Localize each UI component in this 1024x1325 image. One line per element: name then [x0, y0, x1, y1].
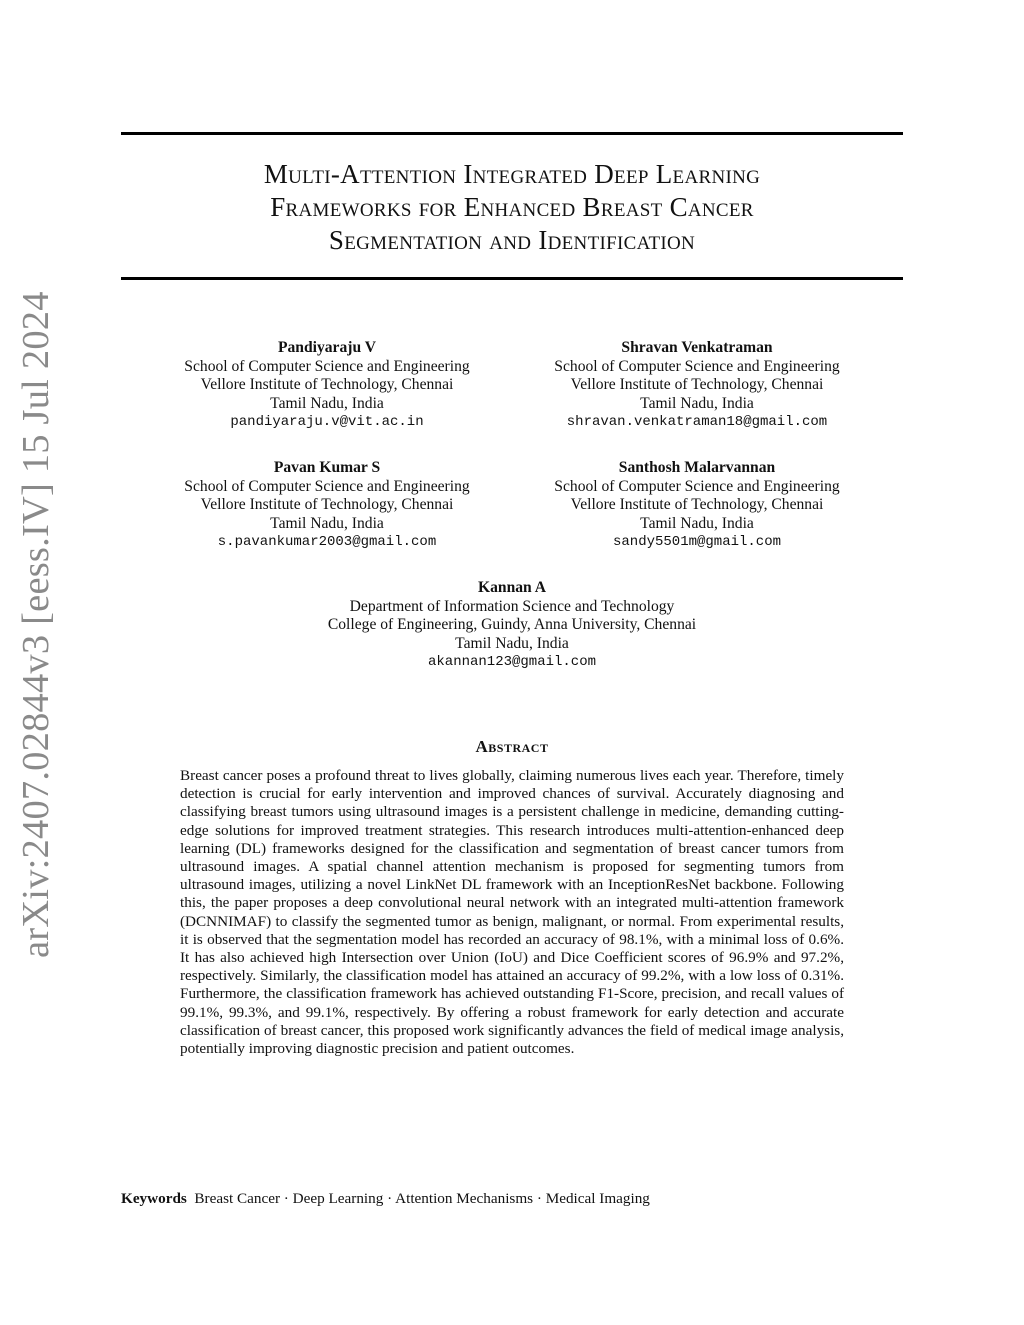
author-affiliation-line: Tamil Nadu, India [640, 514, 754, 532]
author-affiliation-line: Vellore Institute of Technology, Chennai [570, 376, 824, 393]
author-affiliation-line: Vellore Institute of Technology, Chennai [200, 496, 454, 513]
paper-title [121, 158, 903, 257]
author-name: Kannan A [477, 579, 547, 596]
author-block [262, 579, 762, 672]
arxiv-identifier: arXiv:2407.02844v3 [eess.IV] 15 Jul 2024 [15, 291, 57, 958]
title-top-rule [121, 132, 903, 135]
keywords-list: Breast Cancer · Deep Learning · Attention Mechanisms · Medical Imaging [194, 1190, 650, 1207]
keywords-line [121, 1190, 650, 1208]
author-affiliation-line: School of Computer Science and Engineering [554, 477, 840, 495]
abstract-body: Breast cancer poses a profound threat to lives globally, claiming numerous lives each year. Therefore, timely detection is crucial for early intervention and improved chances of survival. Accurately diagnosing and classifying breast tumors using ultrasound images is a persistent challenge in medicine, demanding cutting-edge solutions for improved treatment strategies. This research introduces multi-attention-enhanced deep learning (DL) frameworks designed for the classification and segmentation of breast cancer tumors from ultrasound images. A spatial channel attention mechanism is proposed for segmenting tumors from ultrasound images, utilizing a novel LinkNet DL framework with an InceptionResNet backbone. Following this, the paper proposes a deep convolutional neural network with an integrated multi-attention framework (DCNNIMAF) to classify the segmented tumor as benign, malignant, or normal. From experimental results, it is observed that the segmentation model has recorded an accuracy of 98.1%, with a minimal loss of 0.6%. It has also achieved high Intersection over Union (IoU) and Dice Coefficient scores of 96.9% and 97.2%, respectively. Similarly, the classification model has attained an accuracy of 99.2%, with a low loss of 0.31%. Furthermore, the classification framework has achieved outstanding F1-Score, precision, and recall values of 99.1%, 99.3%, and 99.1%, respectively. By offering a robust framework for early detection and accurate classification of breast cancer, this proposed work significantly advances the field of medical image analysis, potentially improving diagnostic precision and patient outcomes. [180, 767, 844, 1058]
author-affiliation-line: Department of Information Science and Technology [349, 597, 675, 615]
author-block [167, 339, 487, 432]
title-line-3: Segmentation and Identification [328, 225, 696, 255]
author-affiliation-line: Vellore Institute of Technology, Chennai [200, 376, 454, 393]
author-affiliation-line: Tamil Nadu, India [455, 634, 569, 652]
author-block [167, 459, 487, 552]
author-email[interactable]: akannan123@gmail.com [427, 654, 597, 670]
author-name: Pandiyaraju V [277, 339, 377, 356]
author-email[interactable]: sandy5501m@gmail.com [612, 534, 782, 550]
author-name: Pavan Kumar S [273, 459, 381, 476]
abstract-heading: Abstract [475, 737, 549, 756]
author-email[interactable]: shravan.venkatraman18@gmail.com [566, 414, 828, 430]
author-block [527, 339, 867, 432]
title-bottom-rule [121, 277, 903, 280]
author-email[interactable]: s.pavankumar2003@gmail.com [217, 534, 437, 550]
title-line-1: Multi-Attention Integrated Deep Learning [263, 159, 761, 189]
author-affiliation-line: Vellore Institute of Technology, Chennai [570, 496, 824, 513]
author-block [527, 459, 867, 552]
author-name: Shravan Venkatraman [621, 339, 773, 356]
author-affiliation-line: School of Computer Science and Engineering [184, 357, 470, 375]
keywords-label: Keywords [121, 1190, 187, 1207]
title-line-2: Frameworks for Enhanced Breast Cancer [270, 192, 754, 222]
author-affiliation-line: Tamil Nadu, India [640, 394, 754, 412]
author-affiliation-line: Tamil Nadu, India [270, 394, 384, 412]
author-email[interactable]: pandiyaraju.v@vit.ac.in [230, 414, 424, 430]
author-affiliation-line: Tamil Nadu, India [270, 514, 384, 532]
author-name: Santhosh Malarvannan [618, 459, 776, 476]
author-affiliation-line: School of Computer Science and Engineering [554, 357, 840, 375]
author-affiliation-line: School of Computer Science and Engineering [184, 477, 470, 495]
author-affiliation-line: College of Engineering, Guindy, Anna University, Chennai [327, 616, 697, 633]
